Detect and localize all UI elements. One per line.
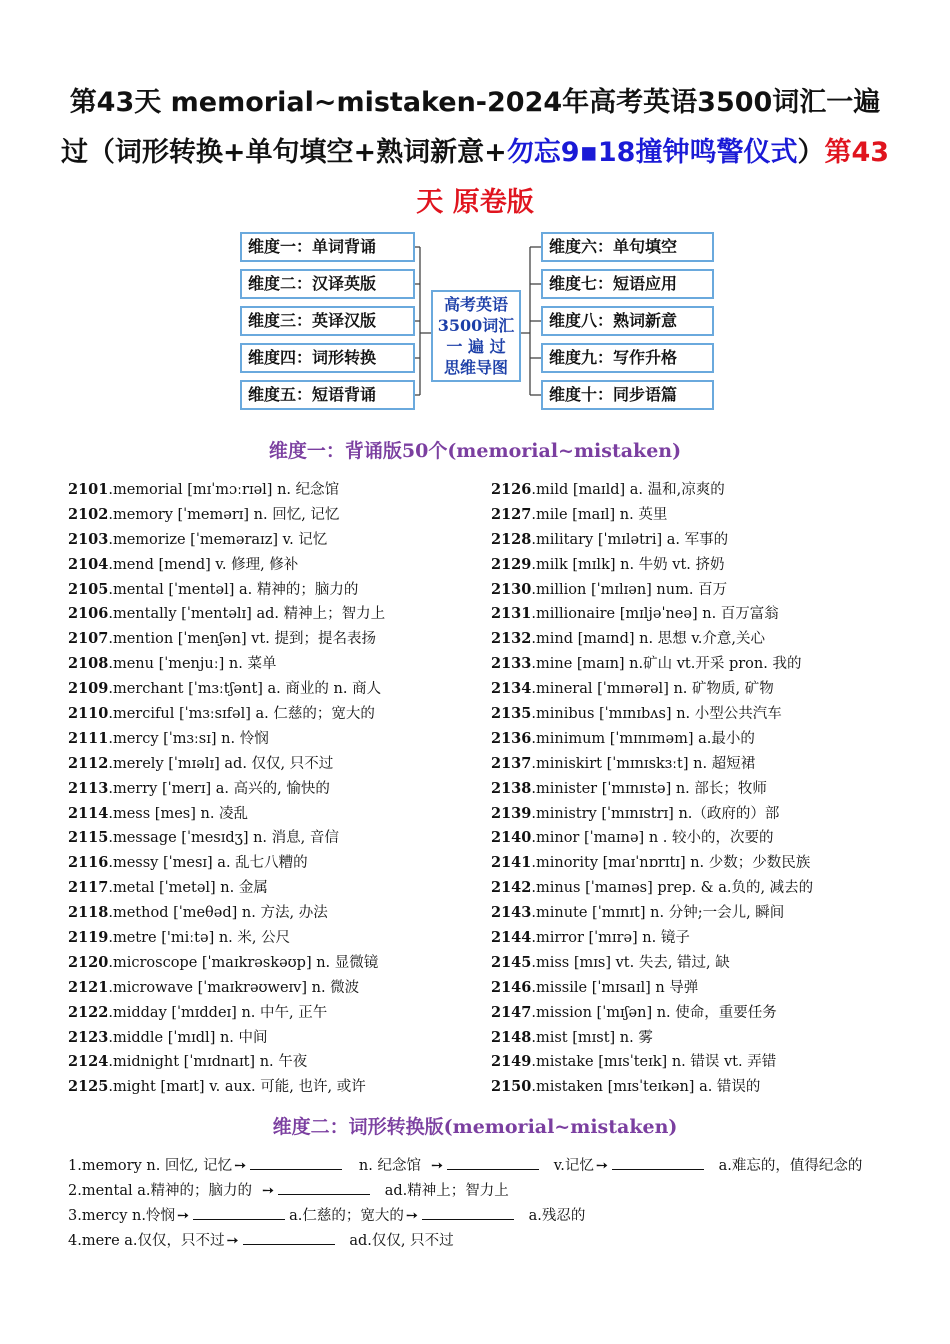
word-number: 2148: [491, 1028, 532, 1046]
word-entry: [68, 652, 385, 677]
word-entry: [68, 677, 385, 702]
answer-blank[interactable]: [447, 1155, 539, 1170]
word-definition: .metal [ˈmetəl] n. 金属: [108, 880, 268, 897]
word-number: 2104: [68, 555, 109, 573]
word-entry: [68, 802, 385, 827]
word-number: 2128: [491, 530, 532, 548]
mindmap-center-line: 高考英语: [443, 295, 508, 314]
word-number: 2129: [491, 555, 532, 573]
word-entry: [491, 528, 813, 553]
conversion-text: n. 纪念馆: [358, 1158, 421, 1174]
word-definition: .mist [mɪst] n. 雾: [531, 1029, 653, 1046]
word-number: 2132: [491, 630, 532, 648]
word-entry: [491, 826, 813, 851]
word-definition: .military [ˈmɪlətri] a. 军事的: [531, 531, 729, 548]
mindmap-right-3: 维度八：熟词新意: [541, 306, 714, 336]
conversion-text: a.仁慈的；宽大的: [289, 1208, 404, 1224]
word-entry: [68, 777, 385, 802]
word-number: 2115: [68, 829, 109, 847]
word-entry: [491, 553, 813, 578]
word-number: 2103: [68, 530, 109, 548]
word-number: 2107: [68, 630, 109, 648]
word-number: 2145: [491, 953, 532, 971]
mindmap-center-line: 思维导图: [443, 358, 508, 377]
mindmap-left-4: 维度四：词形转换: [240, 343, 415, 373]
word-entry: [68, 876, 385, 901]
word-definition: .mirror [ˈmɪrə] n. 镜子: [531, 930, 690, 947]
word-definition: .milk [mɪlk] n. 牛奶 vt. 挤奶: [531, 556, 725, 573]
word-definition: .minus [ˈmaɪnəs] prep. & a.负的, 减去的: [531, 880, 814, 897]
word-number: 2116: [68, 854, 109, 872]
word-number: 2110: [68, 705, 109, 723]
arrow-icon: ➙: [430, 1158, 444, 1174]
conversion-row: [68, 1204, 862, 1229]
conversion-text: ad.精神上；智力上: [384, 1183, 509, 1199]
mindmap-right-1: 维度六：单句填空: [541, 232, 714, 262]
word-definition: .mend [mend] v. 修理, 修补: [108, 556, 299, 573]
word-number: 2112: [68, 754, 109, 772]
word-definition: .mess [mes] n. 凌乱: [108, 805, 249, 822]
word-definition: .might [maɪt] v. aux. 可能, 也许, 或许: [108, 1079, 366, 1096]
conversion-row: [68, 1229, 862, 1254]
word-definition: .minister [ˈmɪnɪstə] n. 部长；牧师: [531, 780, 767, 797]
word-number: 2131: [491, 605, 532, 623]
arrow-icon: ➙: [234, 1158, 247, 1174]
word-number: 2109: [68, 680, 109, 698]
word-entry: [68, 627, 385, 652]
title-main: 第43天 memorial~mistaken-2024年高考英语3500词汇一遍过（词形转换+单句填空+熟词新意+: [60, 87, 881, 168]
answer-blank[interactable]: [422, 1205, 514, 1220]
word-definition: .memorize [ˈmeməraɪz] v. 记忆: [108, 531, 328, 548]
word-entry: [68, 851, 385, 876]
word-entry: [491, 677, 813, 702]
word-number: 2122: [68, 1003, 109, 1021]
word-entry: [68, 702, 385, 727]
word-entry: [68, 951, 385, 976]
word-definition: .millionaire [mɪljəˈneə] n. 百万富翁: [531, 606, 779, 623]
word-number: 2147: [491, 1003, 532, 1021]
word-definition: .merry [ˈmerɪ] a. 高兴的, 愉快的: [108, 780, 330, 797]
word-entry: [491, 702, 813, 727]
conversion-list: [68, 1154, 862, 1254]
word-entry: [68, 1001, 385, 1026]
word-definition: .memory [ˈmemərɪ] n. 回忆, 记忆: [108, 506, 340, 523]
word-definition: .messy [ˈmesɪ] a. 乱七八糟的: [108, 855, 308, 872]
answer-blank[interactable]: [243, 1230, 335, 1245]
word-entry: [491, 851, 813, 876]
word-number: 2143: [491, 904, 532, 922]
word-entry: [68, 528, 385, 553]
word-entry: [491, 951, 813, 976]
word-number: 2126: [491, 481, 532, 498]
word-definition: .mental [ˈmentəl] a. 精神的；脑力的: [108, 581, 359, 598]
conversion-text: a.残忍的: [528, 1208, 586, 1224]
word-entry: [491, 602, 813, 627]
word-entry: [68, 503, 385, 528]
mindmap-center-line: 一 遍 过: [446, 337, 506, 356]
conversion-text: 2.mental a.精神的；脑力的: [68, 1183, 252, 1199]
word-definition: .method [ˈmeθəd] n. 方法, 办法: [108, 905, 328, 922]
word-number: 2150: [491, 1078, 532, 1096]
word-number: 2114: [68, 804, 109, 822]
arrow-icon: ➙: [595, 1158, 608, 1174]
word-number: 2138: [491, 779, 532, 797]
word-entry: [491, 752, 813, 777]
conversion-row: [68, 1154, 862, 1179]
word-definition: .minor [ˈmaɪnə] n . 较小的，次要的: [531, 830, 774, 847]
answer-blank[interactable]: [193, 1205, 285, 1220]
word-definition: .mistake [mɪsˈteɪk] n. 错误 vt. 弄错: [531, 1054, 777, 1071]
word-entry: [491, 876, 813, 901]
word-entry: [68, 578, 385, 603]
word-number: 2120: [68, 953, 109, 971]
word-number: 2108: [68, 655, 109, 673]
word-number: 2111: [68, 729, 109, 747]
word-entry: [491, 802, 813, 827]
conversion-text: ad.仅仅, 只不过: [349, 1233, 454, 1249]
word-entry: [491, 1050, 813, 1075]
mindmap-left-2: 维度二：汉译英版: [240, 269, 415, 299]
word-entry: [68, 1026, 385, 1051]
word-entry: [491, 478, 813, 503]
word-number: 2149: [491, 1053, 532, 1071]
conversion-row: [68, 1179, 862, 1204]
word-number: 2121: [68, 978, 109, 996]
word-number: 2141: [491, 854, 532, 872]
word-definition: .ministry [ˈmɪnɪstrɪ] n.（政府的）部: [531, 805, 780, 822]
answer-blank[interactable]: [250, 1155, 342, 1170]
mindmap-right-2: 维度七：短语应用: [541, 269, 714, 299]
word-number: 2146: [491, 978, 532, 996]
word-definition: .mile [maɪl] n. 英里: [531, 506, 668, 523]
word-entry: [68, 553, 385, 578]
word-number: 2117: [68, 879, 109, 897]
word-definition: .mistaken [mɪsˈteɪkən] a. 错误的: [531, 1079, 761, 1096]
word-list-right: [491, 478, 813, 1100]
mindmap-right-4: 维度九：写作升格: [541, 343, 714, 373]
word-definition: .microwave [ˈmaɪkrəʊweɪv] n. 微波: [108, 979, 360, 996]
word-entry: [68, 478, 385, 503]
conversion-text: 4.mere a.仅仅，只不过: [68, 1233, 225, 1249]
word-number: 2125: [68, 1078, 109, 1096]
mindmap-center-line: 3500词汇: [437, 316, 515, 335]
word-definition: .minimum [ˈmɪnɪməm] a.最小的: [531, 730, 755, 747]
word-entry: [491, 777, 813, 802]
title-highlight-red: 第43天 原卷版: [416, 137, 890, 218]
conversion-text: 1.memory n. 回忆, 记忆: [68, 1158, 233, 1174]
word-number: 2106: [68, 605, 109, 623]
word-entry: [491, 503, 813, 528]
word-definition: .mission [ˈmɪʃən] n. 使命，重要任务: [531, 1004, 777, 1021]
word-entry: [491, 976, 813, 1001]
word-number: 2142: [491, 879, 532, 897]
word-entry: [68, 926, 385, 951]
word-entry: [491, 652, 813, 677]
word-definition: .microscope [ˈmaɪkrəskəʊp] n. 显微镜: [108, 954, 379, 971]
word-definition: .message [ˈmesɪdʒ] n. 消息, 音信: [108, 830, 339, 847]
word-entry: [68, 752, 385, 777]
word-number: 2140: [491, 829, 532, 847]
word-definition: .million [ˈmɪlɪən] num. 百万: [531, 581, 728, 598]
conversion-text: 3.mercy n.怜悯: [68, 1208, 175, 1224]
word-definition: .midnight [ˈmɪdnaɪt] n. 午夜: [108, 1054, 308, 1071]
word-definition: .miniskirt [ˈmɪnɪskɜːt] n. 超短裙: [531, 755, 756, 772]
mindmap-left-5: 维度五：短语背诵: [240, 380, 415, 410]
word-definition: .mercy [ˈmɜːsɪ] n. 怜悯: [108, 730, 269, 747]
word-number: 2113: [68, 779, 109, 797]
title-bracket: ）: [797, 137, 825, 168]
word-number: 2118: [68, 904, 109, 922]
arrow-icon: ➙: [226, 1233, 239, 1249]
word-number: 2136: [491, 729, 532, 747]
word-definition: .mention [ˈmenʃən] vt. 提到；提名表扬: [108, 631, 376, 648]
arrow-icon: ➙: [176, 1208, 190, 1224]
conversion-text: a.难忘的，值得纪念的: [718, 1158, 863, 1174]
word-definition: .minibus [ˈmɪnɪbʌs] n. 小型公共汽车: [531, 706, 782, 723]
word-definition: .merely [ˈmɪəlɪ] ad. 仅仅, 只不过: [108, 755, 334, 772]
word-definition: .memorial [mɪˈmɔːrɪəl] n. 纪念馆: [108, 482, 340, 498]
word-definition: .mine [maɪn] n.矿山 vt.开采 pron. 我的: [531, 656, 802, 673]
word-entry: [68, 1050, 385, 1075]
word-number: 2134: [491, 680, 532, 698]
word-entry: [68, 727, 385, 752]
section-heading-2: 维度二：词形转换版(memorial~mistaken): [272, 1116, 678, 1138]
word-number: 2144: [491, 929, 532, 947]
mindmap-center: [431, 290, 521, 382]
word-number: 2105: [68, 580, 109, 598]
word-list-left: [68, 478, 385, 1100]
word-definition: .mind [maɪnd] n. 思想 v.介意,关心: [531, 631, 766, 648]
word-number: 2102: [68, 505, 109, 523]
word-definition: .missile [ˈmɪsaɪl] n 导弹: [531, 979, 699, 996]
word-number: 2101: [68, 481, 109, 498]
arrow-icon: ➙: [261, 1183, 275, 1199]
word-number: 2130: [491, 580, 532, 598]
word-definition: .menu [ˈmenjuː] n. 菜单: [108, 656, 277, 673]
word-entry: [68, 976, 385, 1001]
word-entry: [491, 901, 813, 926]
section-heading-1: 维度一：背诵版50个(memorial~mistaken): [268, 440, 682, 462]
word-entry: [491, 1026, 813, 1051]
word-entry: [491, 926, 813, 951]
word-definition: .mineral [ˈmɪnərəl] n. 矿物质, 矿物: [531, 681, 774, 698]
word-number: 2133: [491, 655, 532, 673]
word-entry: [491, 627, 813, 652]
word-number: 2124: [68, 1053, 109, 1071]
answer-blank[interactable]: [612, 1155, 704, 1170]
word-definition: .merchant [ˈmɜːtʃənt] a. 商业的 n. 商人: [108, 681, 382, 698]
word-definition: .mild [maɪld] a. 温和,凉爽的: [531, 482, 725, 498]
word-number: 2123: [68, 1028, 109, 1046]
title-highlight-blue: 勿忘9▪18撞钟鸣警仪式: [506, 137, 798, 168]
answer-blank[interactable]: [278, 1180, 370, 1195]
word-number: 2137: [491, 754, 532, 772]
word-number: 2127: [491, 505, 532, 523]
mindmap-left-1: 维度一：单词背诵: [240, 232, 415, 262]
word-number: 2139: [491, 804, 532, 822]
word-number: 2119: [68, 929, 109, 947]
word-entry: [68, 826, 385, 851]
word-entry: [491, 1075, 813, 1100]
word-definition: .merciful [ˈmɜːsɪfəl] a. 仁慈的；宽大的: [108, 706, 375, 723]
word-entry: [491, 1001, 813, 1026]
word-entry: [68, 901, 385, 926]
mindmap-right-5: 维度十：同步语篇: [541, 380, 714, 410]
conversion-text: v.记忆: [553, 1158, 594, 1174]
mindmap-left-3: 维度三：英译汉版: [240, 306, 415, 336]
word-definition: .minute [ˈmɪnɪt] n. 分钟;一会儿, 瞬间: [531, 905, 785, 922]
word-definition: .minority [maɪˈnɒrɪtɪ] n. 少数；少数民族: [531, 855, 811, 872]
word-definition: .middle [ˈmɪdl] n. 中间: [108, 1029, 268, 1046]
word-definition: .mentally [ˈmentəlɪ] ad. 精神上；智力上: [108, 606, 386, 623]
word-definition: .midday [ˈmɪddeɪ] n. 中午, 正午: [108, 1004, 328, 1021]
word-definition: .miss [mɪs] vt. 失去, 错过, 缺: [531, 954, 730, 971]
word-number: 2135: [491, 705, 532, 723]
word-entry: [68, 602, 385, 627]
word-entry: [491, 578, 813, 603]
word-entry: [491, 727, 813, 752]
arrow-icon: ➙: [405, 1208, 419, 1224]
word-entry: [68, 1075, 385, 1100]
word-definition: .metre ['miːtə] n. 米, 公尺: [108, 930, 291, 947]
